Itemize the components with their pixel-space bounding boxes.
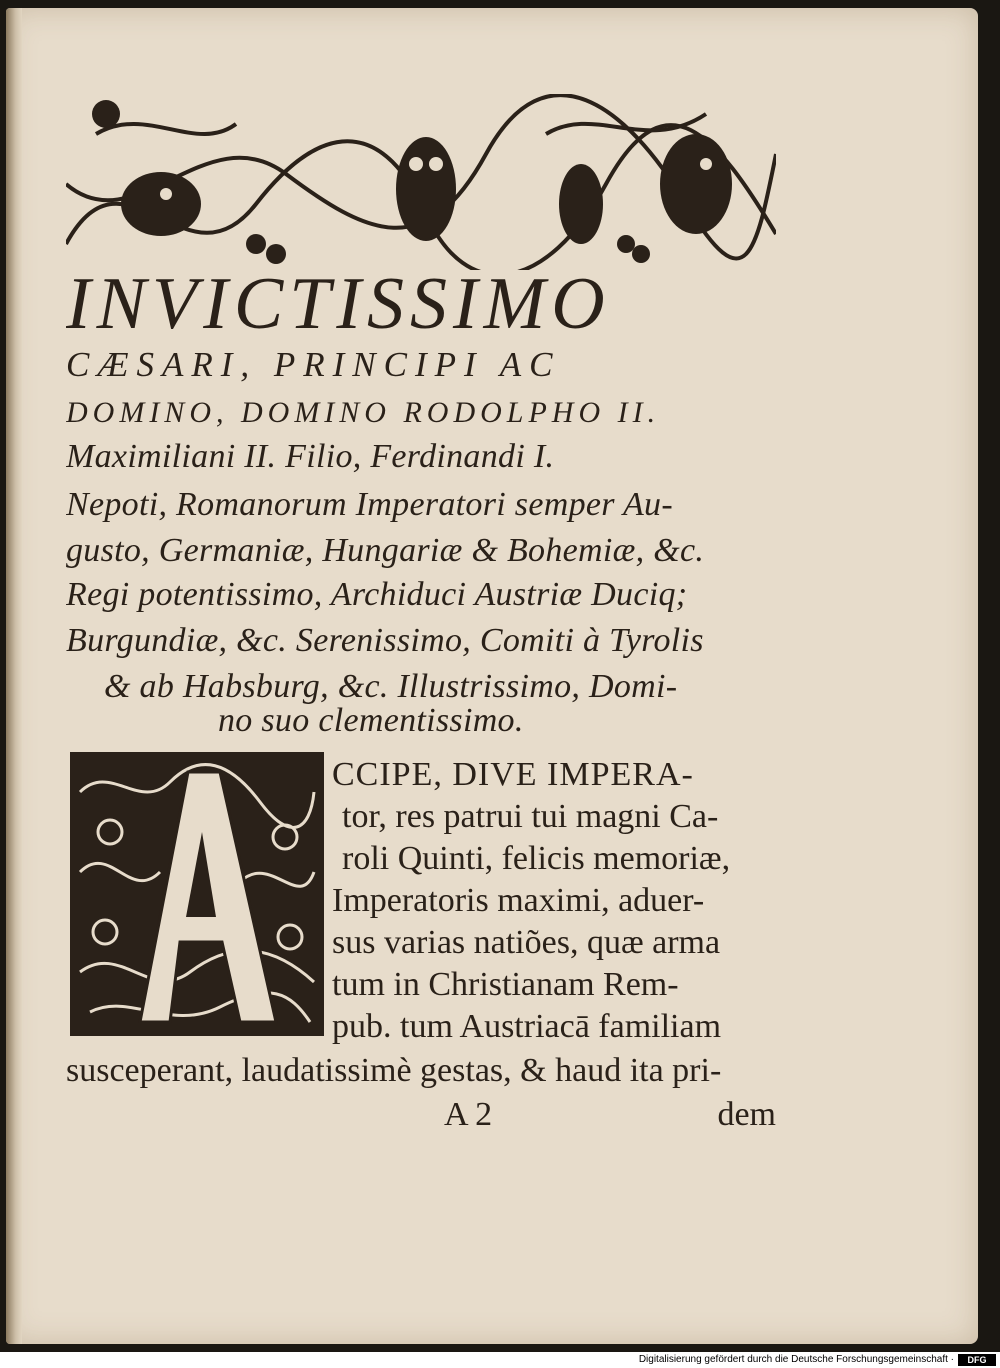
- dedication-line: Maximiliani II. Filio, Ferdinandi I.: [66, 438, 555, 475]
- ornamental-headpiece: [66, 94, 776, 270]
- body-line: susceperant, laudatissimè gestas, & haud ita pri-: [66, 1052, 722, 1089]
- dedication-line: Regi potentissimo, Archiduci Austriæ Duciq;: [66, 576, 688, 613]
- body-line: roli Quinti, felicis memoriæ,: [342, 840, 731, 877]
- body-line: sus varias natiões, quæ arma: [332, 924, 721, 961]
- body-line: CCIPE, DIVE IMPERA-: [332, 756, 694, 793]
- dfg-logo-icon: DFG: [958, 1354, 996, 1366]
- body-line: pub. tum Austriacā familiam: [332, 1008, 722, 1045]
- digitization-footer: [0, 1352, 1000, 1368]
- dedication-line: Burgundiæ, &c. Serenissimo, Comiti à Tyrolis: [66, 622, 704, 659]
- dedication-line: & ab Habsburg, &c. Illustrissimo, Domi-: [104, 668, 678, 705]
- book-page: [6, 8, 978, 1344]
- dedication-line: no suo clementissimo.: [218, 702, 524, 739]
- title-main: INVICTISSIMO: [66, 266, 611, 342]
- footer-credit: Digitalisierung gefördert durch die Deutsche Forschungsgemeinschaft ·: [638, 1354, 954, 1365]
- body-line: Imperatoris maximi, aduer-: [332, 882, 705, 919]
- dedication-line: Nepoti, Romanorum Imperatori semper Au-: [66, 486, 673, 523]
- title-line-2: DOMINO, DOMINO RODOLPHO II.: [66, 396, 661, 429]
- decorated-initial-a: [70, 752, 324, 1036]
- dedication-line: gusto, Germaniæ, Hungariæ & Bohemiæ, &c.: [66, 532, 705, 569]
- title-line-1: CÆSARI, PRINCIPI AC: [66, 345, 561, 384]
- catchword: dem: [717, 1096, 776, 1133]
- body-line: tor, res patrui tui magni Ca-: [342, 798, 719, 835]
- book-spine-edge: [6, 8, 22, 1344]
- body-line: tum in Christianam Rem-: [332, 966, 679, 1003]
- page-signature: A 2: [444, 1096, 493, 1133]
